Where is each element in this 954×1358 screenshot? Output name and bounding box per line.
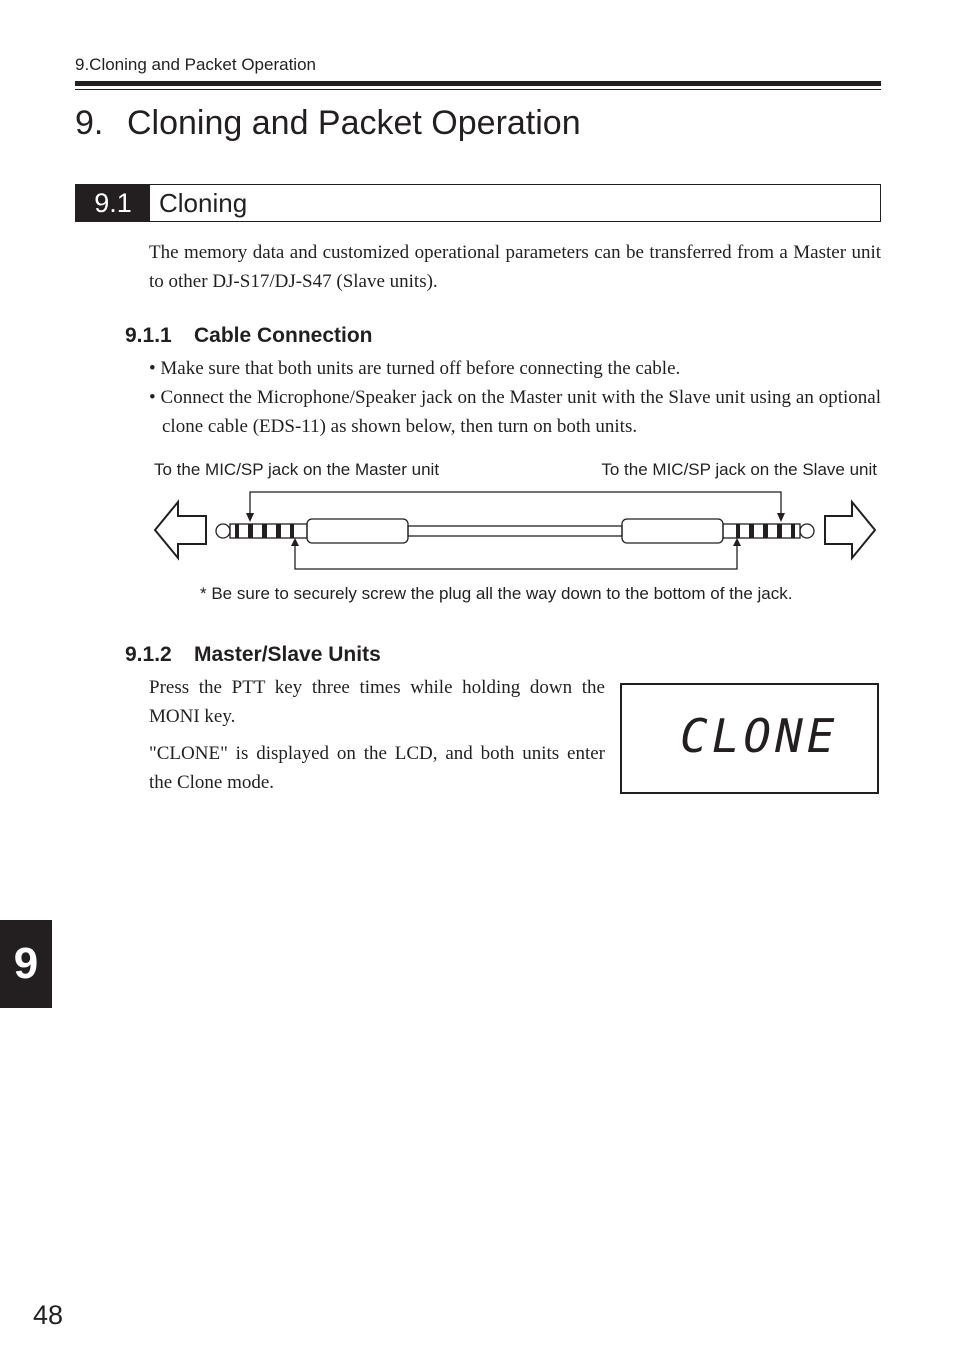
bracket-top <box>250 492 781 516</box>
subsection-heading-cable <box>125 324 373 348</box>
header-rule-thick <box>75 81 881 86</box>
running-header: 9.Cloning and Packet Operation <box>75 55 316 74</box>
arrowhead-slave-bottom <box>733 538 741 546</box>
bullet-item: • Connect the Microphone/Speaker jack on the Master unit with the Slave unit using an optional clone cable (EDS-11) as shown below, then turn on both units. <box>149 387 881 437</box>
subsection-title: Master/Slave Units <box>194 643 381 666</box>
lcd-display <box>620 683 879 794</box>
section-title: Cloning <box>159 188 248 218</box>
plug-shaft-left <box>230 524 307 538</box>
chapter-number: 9. <box>75 104 104 142</box>
section-heading <box>75 184 881 222</box>
bracket-bottom <box>295 542 737 569</box>
diagram-label-slave: To the MIC/SP jack on the Slave unit <box>601 460 877 479</box>
subsection-heading-master-slave <box>125 643 381 667</box>
plug-tip-right <box>800 524 814 538</box>
paragraph: Press the PTT key three times while holding down the MONI key. <box>149 677 605 727</box>
chapter-title <box>75 104 581 143</box>
subsection-number: 9.1.2 <box>125 643 172 666</box>
intro-paragraph: The memory data and customized operational parameters can be transferred from a Master unit to other DJ-S17/DJ-S47 (Slave units). <box>149 242 881 292</box>
arrowhead-slave-top <box>777 513 785 522</box>
paragraph: "CLONE" is displayed on the LCD, and both units enter the Clone mode. <box>149 743 605 793</box>
lcd-text: CLONE <box>680 709 839 763</box>
right-arrow-icon <box>825 502 875 558</box>
plug-shaft-right <box>723 524 800 538</box>
section-number: 9.1 <box>76 185 150 221</box>
arrowhead-master-bottom <box>291 538 299 546</box>
clone-cable-diagram <box>150 486 880 576</box>
subsection-title: Cable Connection <box>194 324 373 347</box>
page-number: 48 <box>33 1300 64 1330</box>
chapter-title-text: Cloning and Packet Operation <box>127 104 581 142</box>
diagram-note: * Be sure to securely screw the plug all the way down to the bottom of the jack. <box>200 584 793 603</box>
arrowhead-master-top <box>246 513 254 522</box>
bullet-item: • Make sure that both units are turned off before connecting the cable. <box>149 358 681 379</box>
plug-housing-right <box>622 519 723 543</box>
cable <box>408 526 622 536</box>
header-rule-thin <box>75 89 881 90</box>
left-arrow-icon <box>155 502 206 558</box>
plug-tip-left <box>216 524 230 538</box>
plug-housing-left <box>307 519 408 543</box>
chapter-tab: 9 <box>0 920 52 1008</box>
diagram-label-master: To the MIC/SP jack on the Master unit <box>154 460 440 479</box>
subsection-number: 9.1.1 <box>125 324 172 347</box>
